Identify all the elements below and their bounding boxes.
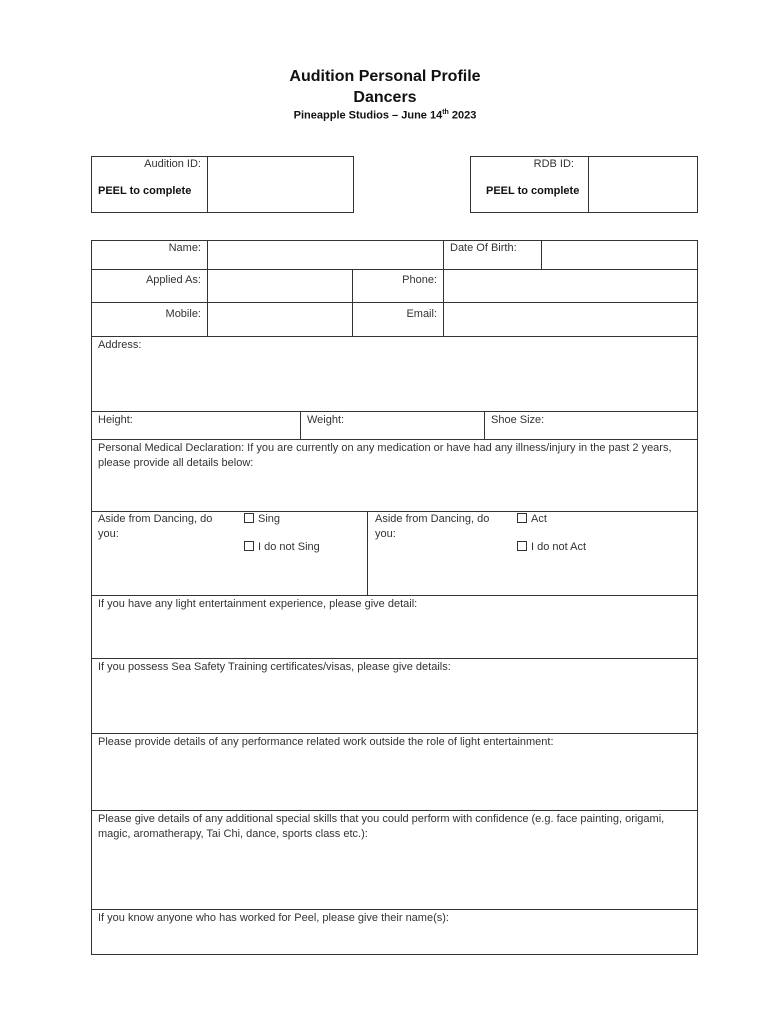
form-subtitle — [0, 109, 770, 122]
audition-id-field[interactable] — [208, 157, 353, 212]
shoe-size-label: Shoe Size: — [491, 414, 545, 426]
row-divider — [91, 658, 698, 659]
no-act-checkbox[interactable] — [517, 541, 527, 551]
mobile-label: Mobile: — [165, 308, 201, 320]
height-label: Height: — [98, 414, 133, 426]
form-title-dancers: Dancers — [353, 89, 417, 106]
act-option[interactable] — [517, 513, 547, 525]
aside-act-question: Aside from Dancing, do you: — [375, 513, 490, 540]
sea-safety-field[interactable] — [92, 677, 697, 732]
phone-field[interactable] — [444, 270, 697, 301]
row-divider — [91, 909, 698, 910]
row-divider — [91, 439, 698, 440]
medical-details-field[interactable] — [92, 472, 697, 510]
rdb-id-note: PEEL to complete — [486, 185, 580, 197]
act-checkbox[interactable] — [517, 513, 527, 523]
audition-id-label: Audition ID: — [144, 158, 201, 170]
medical-declaration-text: Personal Medical Declaration: If you are currently on any medication or have had any illness/injury in the past 2 years, please provide all details below: — [98, 442, 672, 469]
special-skills-text: Please give details of any additional special skills that you could perform with confidence (e.g. face painting, origami, magic, aromatherapy, Tai Chi, dance, sports class etc.): — [98, 813, 665, 840]
address-field[interactable] — [92, 337, 697, 410]
no-sing-option-label: I do not Sing — [258, 541, 320, 553]
peel-contacts-field[interactable] — [92, 928, 697, 954]
light-entertainment-text: If you have any light entertainment experience, please give detail: — [98, 598, 418, 610]
light-entertainment-field[interactable] — [92, 614, 697, 657]
act-option-label: Act — [531, 513, 547, 525]
applied-as-label: Applied As: — [145, 274, 201, 286]
sing-option-label: Sing — [258, 513, 281, 525]
dob-field[interactable] — [542, 241, 697, 268]
col-divider — [367, 511, 368, 595]
no-act-option-label: I do not Act — [531, 541, 587, 553]
no-act-option[interactable] — [517, 541, 586, 553]
email-label: Email: — [406, 308, 437, 320]
rdb-id-field[interactable] — [589, 157, 697, 212]
sing-checkbox[interactable] — [244, 513, 254, 523]
rdb-id-label: RDB ID: — [533, 158, 574, 170]
performance-work-text: Please provide details of any performance related work outside the role of light entertainment: — [98, 736, 554, 748]
form-title: Audition Personal Profile — [289, 68, 481, 85]
row-divider — [91, 810, 698, 811]
name-field[interactable] — [208, 241, 442, 268]
row-divider — [91, 411, 698, 412]
applied-as-field[interactable] — [208, 270, 351, 301]
row-divider — [91, 733, 698, 734]
phone-label: Phone: — [402, 274, 437, 286]
peel-contacts-text: If you know anyone who has worked for Peel, please give their name(s): — [98, 912, 449, 924]
col-divider — [300, 411, 301, 439]
subtitle-prefix: Pineapple Studios – June 14 — [293, 109, 443, 122]
no-sing-checkbox[interactable] — [244, 541, 254, 551]
subtitle-suffix: 2023 — [448, 109, 477, 122]
dob-label: Date Of Birth: — [450, 242, 517, 254]
aside-sing-question: Aside from Dancing, do you: — [98, 513, 213, 540]
col-divider — [352, 269, 353, 336]
no-sing-option[interactable] — [244, 541, 320, 553]
audition-id-note: PEEL to complete — [98, 185, 192, 197]
subtitle-sup: th — [442, 109, 449, 116]
weight-label: Weight: — [307, 414, 345, 426]
special-skills-field[interactable] — [92, 843, 697, 908]
row-divider — [91, 595, 698, 596]
email-field[interactable] — [444, 303, 697, 335]
mobile-field[interactable] — [208, 303, 351, 335]
address-label: Address: — [98, 339, 142, 351]
name-label: Name: — [168, 242, 201, 254]
col-divider — [484, 411, 485, 439]
performance-work-field[interactable] — [92, 752, 697, 809]
sing-option[interactable] — [244, 513, 280, 525]
sea-safety-text: If you possess Sea Safety Training certificates/visas, please give details: — [98, 661, 451, 673]
